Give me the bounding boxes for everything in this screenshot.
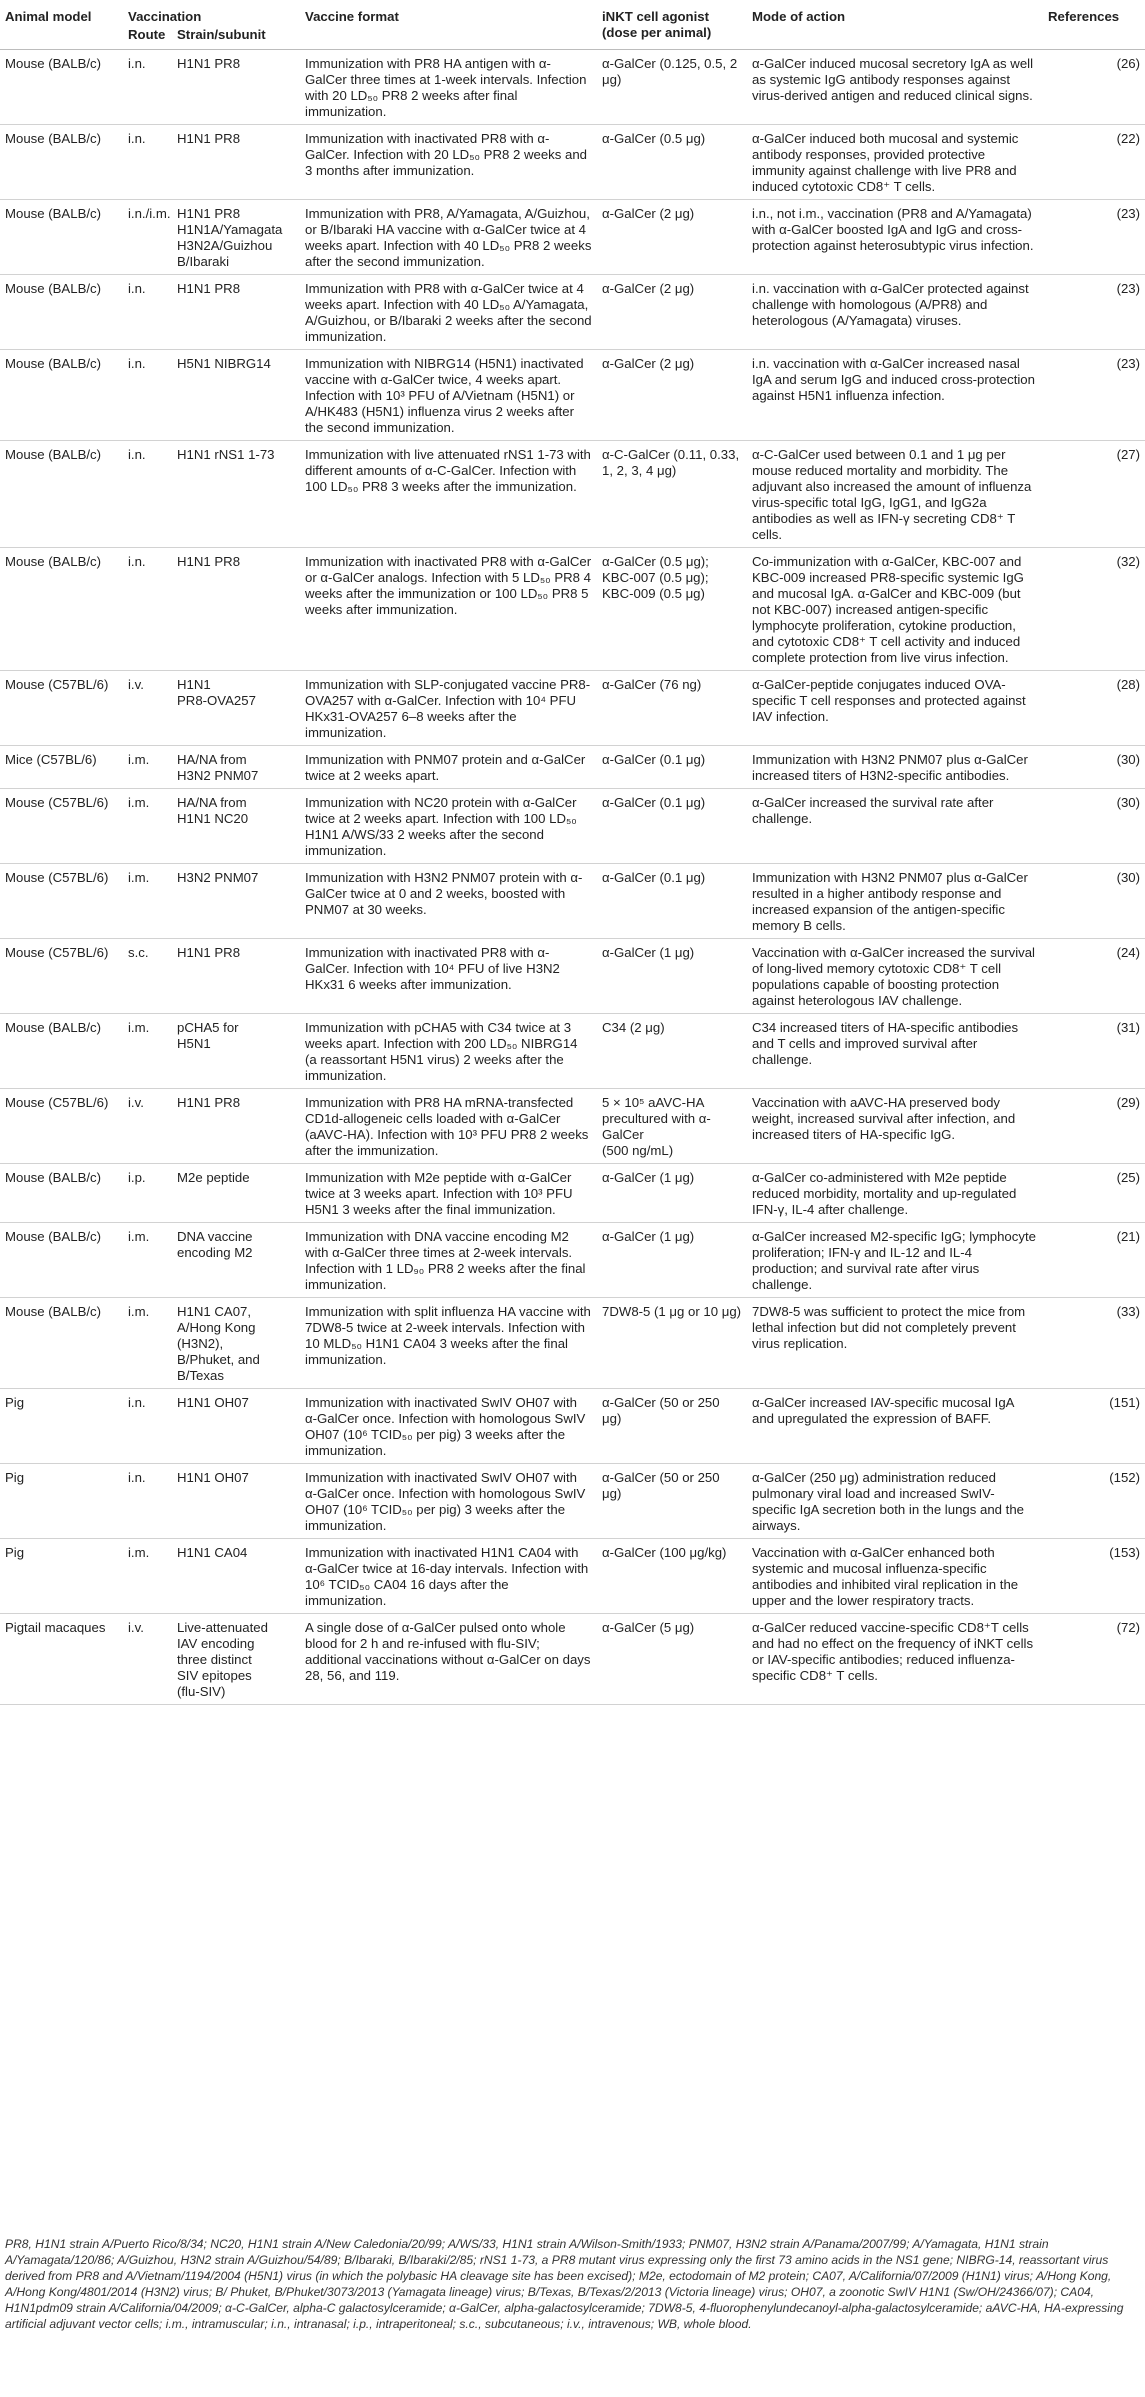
- cell-agonist: α-GalCer (50 or 250 μg): [602, 1395, 720, 1426]
- cell-route: i.m.: [128, 1229, 150, 1244]
- cell-route: s.c.: [128, 945, 149, 960]
- cell-mode-of-action: α-C-GalCer used between 0.1 and 1 μg per mouse reduced mortality and morbidity. The adjuvant also increased the amount of influenza virus-specific total IgG, IgG1, and IgG2a antibodies as well as IFN-γ secreting CD8⁺ T cells.: [752, 447, 1032, 542]
- cell-strain: H1N1 PR8: [177, 56, 241, 71]
- cell-mode-of-action: α-GalCer co-administered with M2e peptide reduced morbidity, mortality and up-regulated IFN-γ, IL-4 after challenge.: [752, 1170, 1017, 1217]
- cell-animal-model: Mouse (C57BL/6): [5, 677, 109, 692]
- cell-route: i.m.: [128, 1020, 150, 1035]
- table-row: [0, 1089, 1145, 1164]
- cell-vaccine-format: Immunization with SLP-conjugated vaccine PR8-OVA257 with α-GalCer. Infection with 10⁴ PFU HKx31-OVA257 6–8 weeks after the immunization.: [305, 677, 591, 740]
- cell-reference: (33): [1116, 1304, 1141, 1319]
- table-row: [0, 125, 1145, 200]
- cell-mode-of-action: α-GalCer increased the survival rate after challenge.: [752, 795, 994, 826]
- cell-agonist: 5 × 10⁵ aAVC-HA precultured with α-GalCer (500 ng/mL): [602, 1095, 711, 1158]
- table-row: [0, 789, 1145, 864]
- cell-strain: H1N1 PR8-OVA257: [177, 677, 256, 708]
- cell-mode-of-action: i.n. vaccination with α-GalCer protected against challenge with homologous (A/PR8) and heterologous (A/Yamagata) viruses.: [752, 281, 1029, 328]
- cell-vaccine-format: Immunization with inactivated PR8 with α-GalCer. Infection with 10⁴ PFU of live H3N2 HKx31 6 weeks after immunization.: [305, 945, 560, 992]
- cell-reference: (151): [1109, 1395, 1141, 1410]
- table-row: [0, 441, 1145, 548]
- cell-vaccine-format: Immunization with PR8 with α-GalCer twice at 4 weeks apart. Infection with 40 LD₅₀ A/Yamagata, A/Guizhou, or B/Ibaraki 2 weeks after the second immunization.: [305, 281, 592, 344]
- cell-route: i.m.: [128, 752, 150, 767]
- cell-vaccine-format: Immunization with DNA vaccine encoding M2 with α-GalCer three times at 2-week intervals. Infection with 1 LD₉₀ PR8 2 weeks after the final immunization.: [305, 1229, 586, 1292]
- header-vaccination: Vaccination: [128, 9, 202, 24]
- header-animal-model: Animal model: [5, 9, 92, 24]
- cell-animal-model: Pigtail macaques: [5, 1620, 106, 1635]
- table-row: [0, 1014, 1145, 1089]
- cell-strain: H1N1 rNS1 1-73: [177, 447, 275, 462]
- cell-reference: (32): [1116, 554, 1141, 569]
- cell-agonist: α-GalCer (1 μg): [602, 945, 695, 960]
- table-row: [0, 1539, 1145, 1614]
- cell-animal-model: Mice (C57BL/6): [5, 752, 97, 767]
- cell-animal-model: Mouse (BALB/c): [5, 56, 102, 71]
- cell-agonist: 7DW8-5 (1 μg or 10 μg): [602, 1304, 742, 1319]
- cell-vaccine-format: Immunization with PR8 HA mRNA-transfected CD1d-allogeneic cells loaded with α-GalCer (aAVC-HA). Infection with 10³ PFU PR8 2 weeks after the immunization.: [305, 1095, 589, 1158]
- cell-route: i.n.: [128, 554, 146, 569]
- cell-vaccine-format: Immunization with H3N2 PNM07 protein with α-GalCer twice at 0 and 2 weeks, boosted with PNM07 at 30 weeks.: [305, 870, 583, 917]
- cell-animal-model: Mouse (C57BL/6): [5, 1095, 109, 1110]
- cell-agonist: α-GalCer (0.5 μg); KBC-007 (0.5 μg); KBC-009 (0.5 μg): [602, 554, 709, 601]
- table-row: [0, 1389, 1145, 1464]
- cell-agonist: α-GalCer (2 μg): [602, 206, 695, 221]
- cell-mode-of-action: C34 increased titers of HA-specific antibodies and T cells and improved survival after challenge.: [752, 1020, 1019, 1067]
- table-row: [0, 50, 1145, 125]
- cell-route: i.p.: [128, 1170, 146, 1185]
- table-row: [0, 939, 1145, 1014]
- cell-mode-of-action: 7DW8-5 was sufficient to protect the mice from lethal infection but did not completely prevent virus replication.: [752, 1304, 1026, 1351]
- cell-reference: (23): [1116, 356, 1141, 371]
- cell-vaccine-format: Immunization with live attenuated rNS1 1-73 with different amounts of α-C-GalCer. Infection with 100 LD₅₀ PR8 3 weeks after the immunization.: [305, 447, 591, 494]
- cell-strain: H1N1 PR8 H1N1A/Yamagata H3N2A/Guizhou B/Ibaraki: [177, 206, 283, 269]
- cell-route: i.m.: [128, 870, 150, 885]
- cell-route: i.m.: [128, 1304, 150, 1319]
- cell-agonist: α-GalCer (1 μg): [602, 1229, 695, 1244]
- cell-strain: pCHA5 for H5N1: [177, 1020, 239, 1051]
- table-row: [0, 275, 1145, 350]
- cell-route: i.v.: [128, 1095, 144, 1110]
- cell-animal-model: Mouse (C57BL/6): [5, 795, 109, 810]
- header-vaccine-format: Vaccine format: [305, 9, 399, 24]
- cell-reference: (21): [1116, 1229, 1141, 1244]
- cell-agonist: α-GalCer (76 ng): [602, 677, 702, 692]
- header-row: [0, 0, 1145, 26]
- cell-strain: H1N1 OH07: [177, 1395, 249, 1410]
- cell-animal-model: Mouse (BALB/c): [5, 281, 102, 296]
- cell-animal-model: Mouse (BALB/c): [5, 131, 102, 146]
- cell-animal-model: Mouse (BALB/c): [5, 1020, 102, 1035]
- cell-vaccine-format: Immunization with inactivated SwIV OH07 with α-GalCer once. Infection with homologous SwIV OH07 (10⁶ TCID₅₀ per pig) 3 weeks after the immunization.: [305, 1470, 586, 1533]
- cell-vaccine-format: Immunization with inactivated SwIV OH07 with α-GalCer once. Infection with homologous SwIV OH07 (10⁶ TCID₅₀ per pig) 3 weeks after the immunization.: [305, 1395, 586, 1458]
- cell-animal-model: Mouse (BALB/c): [5, 554, 102, 569]
- cell-reference: (23): [1116, 281, 1141, 296]
- cell-reference: (25): [1116, 1170, 1141, 1185]
- cell-reference: (153): [1109, 1545, 1141, 1560]
- cell-route: i.n.: [128, 1395, 146, 1410]
- cell-animal-model: Mouse (BALB/c): [5, 1170, 102, 1185]
- header-strain: Strain/subunit: [177, 27, 266, 42]
- cell-mode-of-action: Immunization with H3N2 PNM07 plus α-GalCer increased titers of H3N2-specific antibodies.: [752, 752, 1028, 783]
- cell-agonist: α-GalCer (50 or 250 μg): [602, 1470, 720, 1501]
- table-row: [0, 1298, 1145, 1389]
- cell-mode-of-action: i.n. vaccination with α-GalCer increased nasal IgA and serum IgG and induced cross-protection against H5N1 influenza infection.: [752, 356, 1035, 403]
- cell-animal-model: Pig: [5, 1395, 25, 1410]
- cell-mode-of-action: Vaccination with α-GalCer increased the survival of long-lived memory cytotoxic CD8⁺ T cell populations capable of boosting protection against heterologous IAV challenge.: [752, 945, 1035, 1008]
- table-row: [0, 864, 1145, 939]
- cell-route: i.n.: [128, 131, 146, 146]
- cell-agonist: α-GalCer (2 μg): [602, 281, 695, 296]
- cell-route: i.n.: [128, 1470, 146, 1485]
- cell-strain: H1N1 PR8: [177, 554, 241, 569]
- cell-strain: H1N1 PR8: [177, 281, 241, 296]
- cell-agonist: α-GalCer (0.125, 0.5, 2 μg): [602, 56, 738, 87]
- cell-reference: (27): [1116, 447, 1141, 462]
- cell-mode-of-action: Immunization with H3N2 PNM07 plus α-GalCer resulted in a higher antibody response and increased expansion of the antigen-specific memory B cells.: [752, 870, 1028, 933]
- cell-strain: H1N1 PR8: [177, 131, 241, 146]
- table-row: [0, 671, 1145, 746]
- cell-agonist: α-C-GalCer (0.11, 0.33, 1, 2, 3, 4 μg): [602, 447, 740, 478]
- cell-animal-model: Mouse (C57BL/6): [5, 870, 109, 885]
- cell-route: i.n.: [128, 56, 146, 71]
- cell-mode-of-action: α-GalCer-peptide conjugates induced OVA-specific T cell responses and protected against IAV infection.: [752, 677, 1026, 724]
- cell-animal-model: Pig: [5, 1470, 25, 1485]
- table-row: [0, 350, 1145, 441]
- cell-vaccine-format: Immunization with PR8, A/Yamagata, A/Guizhou, or B/Ibaraki HA vaccine with α-GalCer twice at 4 weeks apart. Infection with 40 LD₅₀ PR8 2 weeks after the second immunization.: [305, 206, 592, 269]
- cell-vaccine-format: Immunization with NC20 protein with α-GalCer twice at 2 weeks apart. Infection with 100 LD₅₀ H1N1 A/WS/33 2 weeks after the second immunization.: [305, 795, 577, 858]
- cell-animal-model: Mouse (BALB/c): [5, 1229, 102, 1244]
- cell-mode-of-action: Co-immunization with α-GalCer, KBC-007 and KBC-009 increased PR8-specific systemic IgG and mucosal IgA. α-GalCer and KBC-009 (but not KBC-007) increased antigen-specific lymphocyte proliferation, cytokine production, and cytotoxic CD8⁺ T cell activity and induced complete protection from live virus infection.: [752, 554, 1024, 665]
- header-agonist: iNKT cell agonist (dose per animal): [602, 9, 712, 40]
- cell-strain: H1N1 CA04: [177, 1545, 248, 1560]
- cell-reference: (28): [1116, 677, 1141, 692]
- cell-vaccine-format: Immunization with inactivated PR8 with α-GalCer. Infection with 20 LD₅₀ PR8 2 weeks and 3 months after immunization.: [305, 131, 588, 178]
- cell-agonist: α-GalCer (0.1 μg): [602, 870, 706, 885]
- cell-animal-model: Mouse (C57BL/6): [5, 945, 109, 960]
- cell-animal-model: Pig: [5, 1545, 25, 1560]
- cell-vaccine-format: A single dose of α-GalCer pulsed onto whole blood for 2 h and re-infused with flu-SIV; additional vaccinations without α-GalCer on days 28, 56, and 119.: [305, 1620, 591, 1683]
- cell-strain: H5N1 NIBRG14: [177, 356, 271, 371]
- cell-agonist: α-GalCer (100 μg/kg): [602, 1545, 727, 1560]
- cell-strain: H1N1 CA07, A/Hong Kong (H3N2), B/Phuket, and B/Texas: [177, 1304, 260, 1383]
- cell-vaccine-format: Immunization with split influenza HA vaccine with 7DW8-5 twice at 2-week intervals. Infection with 10 MLD₅₀ H1N1 CA04 3 weeks after the final immunization.: [305, 1304, 591, 1367]
- cell-agonist: α-GalCer (0.5 μg): [602, 131, 706, 146]
- table-body: [0, 50, 1145, 1705]
- cell-strain: Live-attenuated IAV encoding three distinct SIV epitopes (flu-SIV): [177, 1620, 268, 1699]
- cell-mode-of-action: α-GalCer increased M2-specific IgG; lymphocyte proliferation; IFN-γ and IL-12 and IL-4 production; and survival rate after virus challenge.: [752, 1229, 1036, 1292]
- cell-route: i.n./i.m.: [128, 206, 171, 221]
- cell-mode-of-action: Vaccination with aAVC-HA preserved body weight, increased survival after infection, and increased titers of HA-specific IgG.: [752, 1095, 1016, 1142]
- cell-mode-of-action: α-GalCer reduced vaccine-specific CD8⁺T cells and had no effect on the frequency of iNKT cells or IAV-specific antibodies; reduced influenza-specific CD8⁺ T cells.: [752, 1620, 1034, 1683]
- cell-reference: (26): [1116, 56, 1141, 71]
- cell-strain: M2e peptide: [177, 1170, 250, 1185]
- table-row: [0, 1223, 1145, 1298]
- table-row: [0, 548, 1145, 671]
- cell-mode-of-action: i.n., not i.m., vaccination (PR8 and A/Yamagata) with α-GalCer boosted IgA and IgG and cross-protection against heterosubtypic virus infection.: [752, 206, 1034, 253]
- table-row: [0, 1164, 1145, 1223]
- cell-strain: H3N2 PNM07: [177, 870, 259, 885]
- cell-vaccine-format: Immunization with pCHA5 with C34 twice at 3 weeks apart. Infection with 200 LD₅₀ NIBRG14 (a reassortant H5N1 virus) 2 weeks after the immunization.: [305, 1020, 578, 1083]
- cell-strain: H1N1 OH07: [177, 1470, 249, 1485]
- table-footnote: PR8, H1N1 strain A/Puerto Rico/8/34; NC20, H1N1 strain A/New Caledonia/20/99; A/WS/33, H1N1 strain A/Wilson-Smith/1933; PNM07, H3N2 strain A/Panama/2007/99; A/Yamagata, H1N1 strain A/Yamagata/120/86; A/Guizhou, H3N2 strain A/Guizhou/54/89; B/Ibaraki, B/Ibaraki/2/85; rNS1 1-73, a PR8 mutant virus expressing only the first 73 amino acids in the NS1 gene; NIBRG-14, reassortant virus derived from PR8 and A/Vietnam/1194/2004 (H5N1) virus (in which the polybasic HA cleavage site has been excised); M2e, ectodomain of M2 protein; CA07, A/California/07/2009 (H1N1) virus; A/Hong Kong, A/Hong Kong/4801/2014 (H3N2) virus; B/ Phuket, B/Phuket/3073/2013 (Yamagata lineage) virus; B/Texas, B/Texas/2/2013 (Victoria lineage) virus; OH07, a zoonotic SwIV H1N1 (Sw/OH/24366/07); CA04, H1N1pdm09 strain A/California/04/2009; α-C-GalCer, alpha-C galactosylceramide; α-GalCer, alpha-galactosylceramide; 7DW8-5, 4-fluorophenylundecanoyl-alpha-galactosylceramide; aAVC-HA, HA-expressing artificial adjuvant vector cells; i.m., intramuscular; i.n., intranasal; i.p., intraperitoneal; s.c., subcutaneous; i.v., intravenous; WB, whole blood.: [5, 2237, 1124, 2331]
- cell-mode-of-action: Vaccination with α-GalCer enhanced both systemic and mucosal influenza-specific antibodies and inhibited viral replication in the upper and the lower respiratory tracts.: [752, 1545, 1019, 1608]
- cell-route: i.v.: [128, 1620, 144, 1635]
- cell-mode-of-action: α-GalCer induced mucosal secretory IgA as well as systemic IgG antibody responses against virus-derived antigen and reduced clinical signs.: [752, 56, 1034, 103]
- cell-animal-model: Mouse (BALB/c): [5, 356, 102, 371]
- cell-strain: H1N1 PR8: [177, 1095, 241, 1110]
- cell-strain: HA/NA from H3N2 PNM07: [177, 752, 259, 783]
- header-mode-of-action: Mode of action: [752, 9, 846, 24]
- cell-reference: (152): [1109, 1470, 1141, 1485]
- cell-route: i.v.: [128, 677, 144, 692]
- cell-reference: (72): [1116, 1620, 1141, 1635]
- cell-strain: H1N1 PR8: [177, 945, 241, 960]
- cell-mode-of-action: α-GalCer (250 μg) administration reduced pulmonary viral load and increased SwIV-specific IgA secretion both in the lungs and the airways.: [752, 1470, 1025, 1533]
- cell-mode-of-action: α-GalCer increased IAV-specific mucosal IgA and upregulated the expression of BAFF.: [752, 1395, 1014, 1426]
- cell-reference: (31): [1116, 1020, 1141, 1035]
- cell-animal-model: Mouse (BALB/c): [5, 1304, 102, 1319]
- table-row: [0, 746, 1145, 789]
- cell-reference: (22): [1116, 131, 1141, 146]
- cell-strain: DNA vaccine encoding M2: [177, 1229, 253, 1260]
- cell-route: i.n.: [128, 281, 146, 296]
- cell-vaccine-format: Immunization with NIBRG14 (H5N1) inactivated vaccine with α-GalCer twice, 4 weeks apart. Infection with 10³ PFU of A/Vietnam (H5N1) or A/HK483 (H5N1) influenza virus 2 weeks after the second immunization.: [305, 356, 584, 435]
- cell-agonist: α-GalCer (0.1 μg): [602, 795, 706, 810]
- cell-reference: (30): [1116, 795, 1141, 810]
- table-row: [0, 1464, 1145, 1539]
- cell-vaccine-format: Immunization with inactivated PR8 with α-GalCer or α-GalCer analogs. Infection with 5 LD₅₀ PR8 4 weeks after the immunization or 100 LD₅₀ PR8 5 weeks after immunization.: [305, 554, 592, 617]
- cell-strain: HA/NA from H1N1 NC20: [177, 795, 249, 826]
- cell-agonist: α-GalCer (5 μg): [602, 1620, 695, 1635]
- cell-agonist: α-GalCer (1 μg): [602, 1170, 695, 1185]
- cell-reference: (24): [1116, 945, 1141, 960]
- cell-animal-model: Mouse (BALB/c): [5, 447, 102, 462]
- cell-mode-of-action: α-GalCer induced both mucosal and systemic antibody responses, provided protective immunity against challenge with live PR8 and induced cytotoxic CD8⁺ T cells.: [752, 131, 1019, 194]
- cell-vaccine-format: Immunization with PNM07 protein and α-GalCer twice at 2 weeks apart.: [305, 752, 586, 783]
- cell-route: i.m.: [128, 795, 150, 810]
- table-row: [0, 200, 1145, 275]
- cell-reference: (30): [1116, 870, 1141, 885]
- cell-vaccine-format: Immunization with M2e peptide with α-GalCer twice at 3 weeks apart. Infection with 10³ PFU H5N1 3 weeks after the final immunization.: [305, 1170, 573, 1217]
- cell-vaccine-format: Immunization with PR8 HA antigen with α-GalCer three times at 1-week intervals. Infection with 20 LD₅₀ PR8 2 weeks after final immunization.: [305, 56, 587, 119]
- cell-animal-model: Mouse (BALB/c): [5, 206, 102, 221]
- cell-agonist: α-GalCer (0.1 μg): [602, 752, 706, 767]
- header-route: Route: [128, 27, 166, 42]
- cell-vaccine-format: Immunization with inactivated H1N1 CA04 with α-GalCer twice at 16-day intervals. Infection with 10⁶ TCID₅₀ CA04 16 days after the immunization.: [305, 1545, 589, 1608]
- cell-reference: (29): [1116, 1095, 1141, 1110]
- table-row: [0, 1614, 1145, 1705]
- cell-route: i.m.: [128, 1545, 150, 1560]
- cell-route: i.n.: [128, 356, 146, 371]
- cell-agonist: C34 (2 μg): [602, 1020, 665, 1035]
- header-references: References: [1048, 9, 1120, 24]
- cell-route: i.n.: [128, 447, 146, 462]
- cell-reference: (30): [1116, 752, 1141, 767]
- cell-agonist: α-GalCer (2 μg): [602, 356, 695, 371]
- cell-reference: (23): [1116, 206, 1141, 221]
